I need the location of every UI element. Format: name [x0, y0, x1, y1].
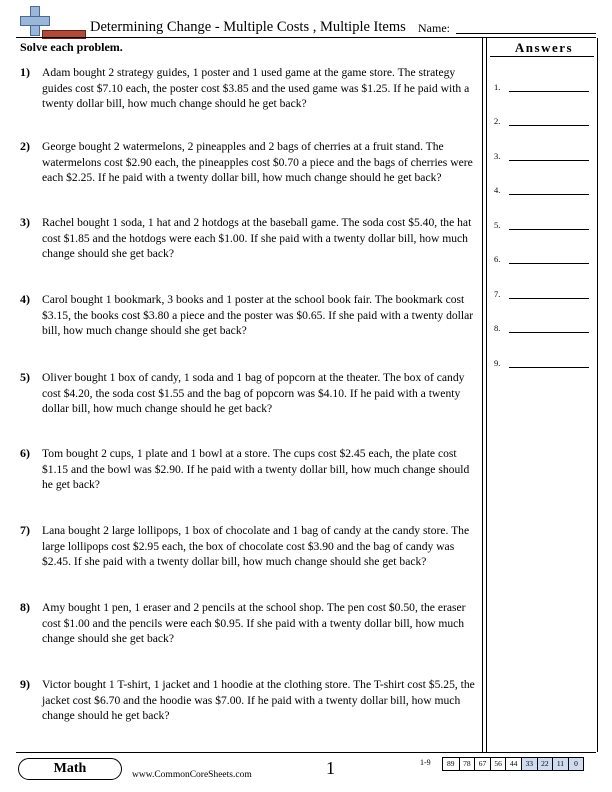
answer-field[interactable]: [509, 263, 589, 264]
problem-number: 2): [20, 139, 30, 153]
score-cell: 33: [521, 758, 537, 770]
score-cell: 44: [505, 758, 521, 770]
answer-field[interactable]: [509, 125, 589, 126]
answer-field[interactable]: [509, 229, 589, 230]
problem-text: Tom bought 2 cups, 1 plate and 1 bowl at a store. The cups cost $2.45 each, the plate cost $1.15 and the bowl was $2.90. If he paid with a twenty dollar bill, how much change should he get back?: [42, 447, 470, 491]
name-label: Name:: [418, 21, 450, 35]
problem-text: Adam bought 2 strategy guides, 1 poster and 1 used game at the game store. The strategy guides cost $7.10 each, the poster cost $3.85 and the used game was $1.25. If he paid with a twenty dollar bill, how much change should he get back?: [42, 66, 470, 110]
score-cell: 0: [568, 758, 584, 770]
subject-badge: Math: [18, 758, 122, 780]
footer-divider: [16, 752, 596, 753]
problem-text: Oliver bought 1 box of candy, 1 soda and 1 bag of popcorn at the theater. The box of candy cost $4.20, the soda cost $1.55 and the bag of popcorn was $4.10. If he paid with a twenty dollar bill, how much change should he get back?: [42, 371, 465, 415]
answer-label: 5.: [494, 220, 501, 230]
name-field[interactable]: [456, 33, 596, 34]
problem-text: Amy bought 1 pen, 1 eraser and 2 pencils at the school shop. The pen cost $0.50, the eraser cost $1.00 and the pencils were each $0.95. If she paid with a twenty dollar bill, how much change should she get back?: [42, 601, 466, 645]
problem-text: Carol bought 1 bookmark, 3 books and 1 poster at the school book fair. The bookmark cost $3.15, the books cost $3.80 a piece and the poster was $0.65. If she paid with a twenty dollar bill, how much change should she get back?: [42, 293, 474, 337]
problem-text: Lana bought 2 large lollipops, 1 box of chocolate and 1 bag of candy at the candy store. The large lollipops cost $2.95 each, the box of chocolate cost $3.90 and the bag of candy was $2.45. If she paid with a twenty dollar bill, how much change should she get back?: [42, 524, 470, 568]
problem-number: 5): [20, 370, 30, 384]
answer-field[interactable]: [509, 160, 589, 161]
column-divider: [486, 38, 487, 752]
score-cell: 56: [490, 758, 506, 770]
right-border: [597, 38, 598, 752]
problem-number: 3): [20, 215, 30, 229]
header-divider: [16, 37, 596, 38]
answer-row-1: [494, 82, 594, 96]
logo-plus-horizontal: [20, 16, 50, 26]
answer-row-4: [494, 185, 594, 199]
page-number: 1: [326, 758, 335, 778]
answer-row-3: [494, 151, 594, 165]
instructions: Solve each problem.: [20, 40, 123, 54]
answer-label: 1.: [494, 82, 501, 92]
answer-label: 7.: [494, 289, 501, 299]
answer-label: 3.: [494, 151, 501, 161]
score-cell: 67: [474, 758, 490, 770]
problem-text: George bought 2 watermelons, 2 pineapples and 2 bags of cherries at a fruit stand. The watermelons cost $2.90 each, the pineapples cost $0.70 a piece and the bags of cherries were each $2.25. If he paid with a twenty dollar bill, how much change should he get back?: [42, 140, 473, 184]
score-cell: 89: [447, 759, 455, 768]
answer-field[interactable]: [509, 332, 589, 333]
problem-text: Rachel bought 1 soda, 1 hat and 2 hotdogs at the baseball game. The soda cost $5.40, the hat cost $1.85 and the hotdogs were each $1.00. If she paid with a twenty dollar bill, how much change should she get back?: [42, 216, 472, 260]
answer-label: 2.: [494, 116, 501, 126]
site-logo: [18, 6, 70, 40]
column-divider: [482, 38, 483, 752]
answer-row-5: [494, 220, 594, 234]
problem-number: 9): [20, 677, 30, 691]
answer-label: 8.: [494, 323, 501, 333]
score-table: [442, 757, 584, 771]
answer-field[interactable]: [509, 194, 589, 195]
answer-field[interactable]: [509, 298, 589, 299]
answer-label: 4.: [494, 185, 501, 195]
answer-row-6: [494, 254, 594, 268]
problem-text: Victor bought 1 T-shirt, 1 jacket and 1 hoodie at the clothing store. The T-shirt cost $5.25, the jacket cost $6.70 and the hoodie was $7.00. If he paid with a twenty dollar bill, how much change should he get back?: [42, 678, 475, 722]
answers-heading: Answers: [514, 40, 574, 55]
problem-number: 1): [20, 65, 30, 79]
problem-number: 6): [20, 446, 30, 460]
score-range: 1-9: [420, 758, 431, 767]
answer-label: 9.: [494, 358, 501, 368]
answers-divider: [490, 56, 594, 57]
answer-row-9: [494, 358, 594, 372]
answer-label: 6.: [494, 254, 501, 264]
worksheet-title: Determining Change - Multiple Costs , Multiple Items: [90, 19, 406, 35]
answer-field[interactable]: [509, 91, 589, 92]
website-link[interactable]: www.CommonCoreSheets.com: [132, 770, 252, 780]
answer-field[interactable]: [509, 367, 589, 368]
answer-row-8: [494, 323, 594, 337]
problem-number: 7): [20, 523, 30, 537]
answer-row-2: [494, 116, 594, 130]
problem-number: 8): [20, 600, 30, 614]
answer-row-7: [494, 289, 594, 303]
score-cell: 11: [552, 758, 568, 770]
score-cell: 78: [459, 758, 475, 770]
score-cell: 22: [537, 758, 553, 770]
problem-number: 4): [20, 292, 30, 306]
